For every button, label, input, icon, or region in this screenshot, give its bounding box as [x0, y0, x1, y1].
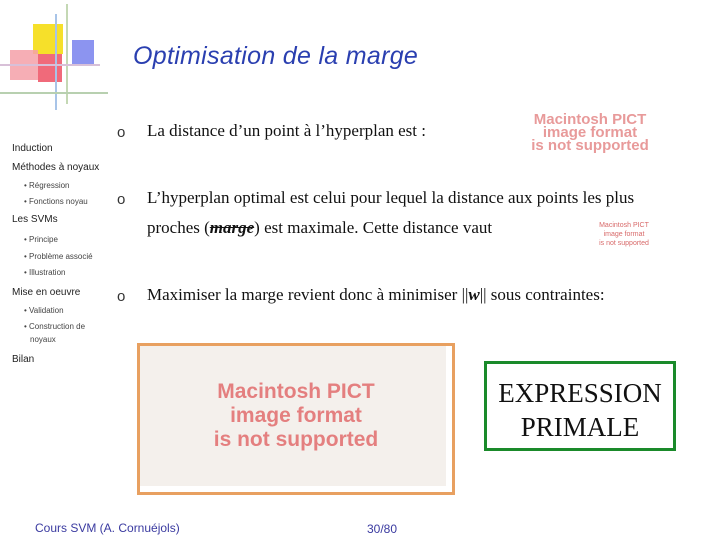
sidebar-item-mise-en-oeuvre[interactable]: Mise en oeuvre: [12, 287, 81, 298]
bullet-marker: o: [117, 124, 126, 141]
sidebar-item-bilan[interactable]: Bilan: [12, 354, 35, 365]
sidebar-item-svms[interactable]: Les SVMs: [12, 214, 58, 225]
sidebar-item-probleme-associe[interactable]: • Problème associé: [24, 252, 93, 261]
sidebar-item-noyaux[interactable]: noyaux: [30, 335, 56, 344]
pict-small-line2: image format: [603, 231, 645, 238]
pict-large-line2: image format: [230, 404, 362, 427]
pict-large-line1: Macintosh PICT: [217, 380, 375, 403]
pict-line3: is not supported: [531, 137, 649, 154]
primale-line1: EXPRESSION: [498, 378, 662, 408]
sidebar-item-induction[interactable]: Induction: [12, 143, 53, 154]
bullet-3-pre: Maximiser la marge revient donc à minimiser ||: [147, 285, 469, 304]
bullet-2-line1: L’hyperplan optimal est celui pour lequel la distance aux points les plus: [147, 188, 635, 207]
bullet-2-line2: [147, 218, 492, 238]
marge-emphasis: marge: [209, 218, 255, 237]
bullet-marker: o: [117, 288, 126, 305]
sidebar-item-fonctions-noyau[interactable]: • Fonctions noyau: [24, 197, 88, 206]
bullet-2-post: ) est maximale. Cette distance vaut: [254, 218, 493, 237]
page-title: Optimisation de la marge: [133, 42, 419, 70]
pict-small-line1: Macintosh PICT: [599, 222, 649, 229]
sidebar-item-principe[interactable]: • Principe: [24, 235, 58, 244]
bullet-1-text: La distance d’un point à l’hyperplan est :: [147, 121, 426, 140]
footer-course: Cours SVM (A. Cornuéjols): [35, 521, 180, 535]
pict-large-line3: is not supported: [213, 428, 379, 451]
bullet-2-pre: proches (: [147, 218, 210, 237]
sidebar-item-methodes[interactable]: Méthodes à noyaux: [12, 162, 100, 173]
sidebar-item-construction[interactable]: • Construction de: [24, 322, 86, 331]
pict-placeholder-large: [140, 380, 452, 452]
primale-line2: PRIMALE: [520, 412, 640, 442]
pict-placeholder-image: [496, 113, 684, 152]
sidebar-item-regression[interactable]: • Régression: [24, 181, 70, 190]
sidebar-item-illustration[interactable]: • Illustration: [24, 268, 66, 277]
page-number: 30/80: [367, 522, 398, 536]
bullet-3-post: || sous contraintes:: [479, 285, 605, 304]
pict-placeholder-image-small: [598, 221, 650, 248]
pict-line2: image format: [542, 124, 638, 141]
pict-line1: Macintosh PICT: [533, 111, 647, 128]
bullet-3-text: [147, 285, 605, 305]
pict-small-line3: is not supported: [599, 240, 649, 247]
expression-primale-box: [484, 361, 676, 451]
sidebar-item-validation[interactable]: • Validation: [24, 306, 64, 315]
logo-decoration: [0, 0, 110, 110]
w-vector: w: [468, 285, 480, 304]
pict-placeholder-box: [137, 343, 455, 495]
bullet-marker: o: [117, 191, 126, 208]
